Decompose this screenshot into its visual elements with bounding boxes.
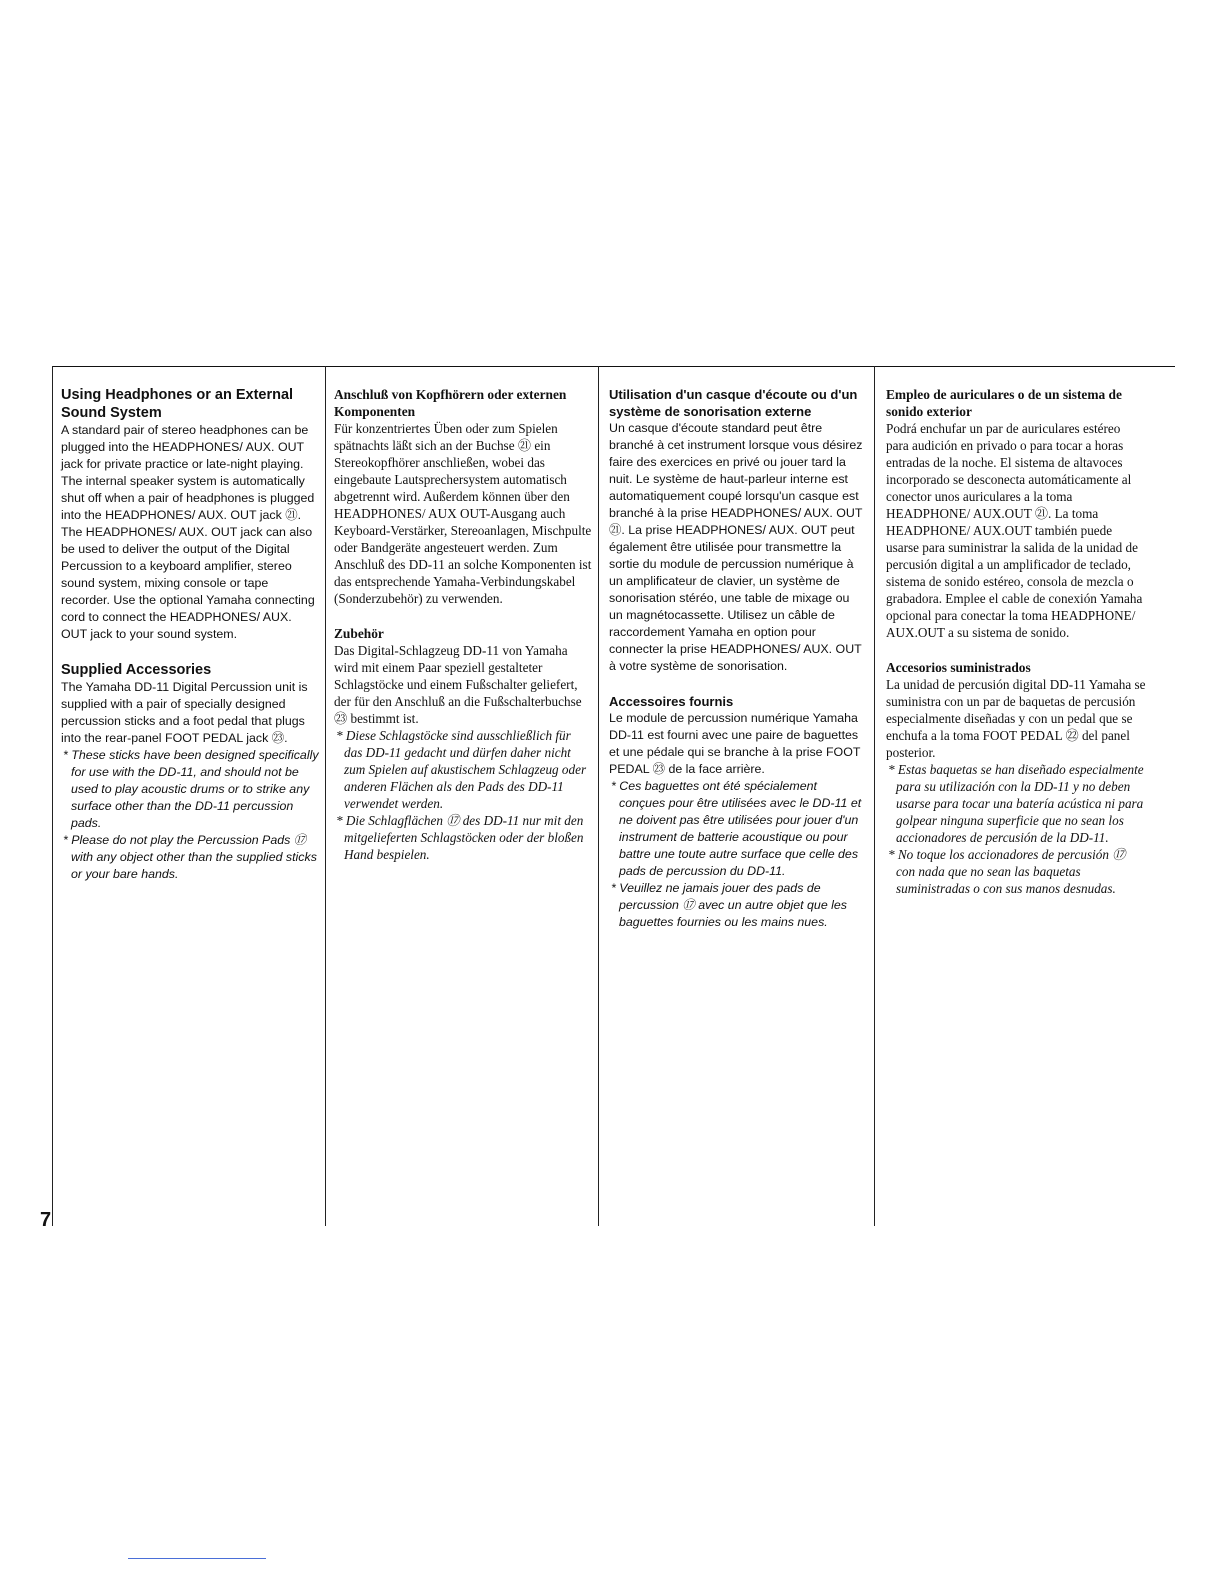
note: * Ces baguettes ont été spécialement conçues pour être utilisées avec le DD-11 et ne doivent pas être utilisées pour jouer d'un instrument de batterie acoustique ou pour battre une toute autre surface que celle des pads de percussion du DD-11.: [611, 779, 862, 878]
section-heading: Utilisation d'un casque d'écoute ou d'un système de sonorisation externe: [609, 387, 858, 419]
note: * Estas baquetas se han diseñado especialmente para su utilización con la DD-11 y no deben usarse para tocar una batería acústica ni para golpear ninguna superficie que no sean los accionadores de percusión de la DD-11.: [888, 762, 1144, 845]
section-heading: Empleo de auriculares o de un sistema de sonido exterior: [886, 387, 1122, 419]
section-body: Podrá enchufar un par de auriculares estéreo para audición en privado o para tocar a horas entradas de la noche. El sistema de altavoces incorporado se desconecta automáticamente al conector unos auriculares a la toma HEADPHONE/ AUX.OUT ㉑. La toma HEADPHONE/ AUX.OUT también puede usarse para suministrar la salida de la unidad de percusión digital a un amplificador de teclado, sistema de sonido estéreo, consola de mezcla o grabadora. Emplee el cable de conexión Yamaha opcional para conectar la toma HEADPHONE/ AUX.OUT a su sistema de sonido.: [886, 421, 1143, 640]
note: * Diese Schlagstöcke sind ausschließlich für das DD-11 gedacht und dürfen daher nicht zum Spielen auf akustischem Schlagzeug oder anderen Flächen als den Pads des DD-11 verwendet werden.: [336, 728, 587, 811]
section-body: Le module de percussion numérique Yamaha DD-11 est fourni avec une paire de baguettes et une pédale qui se branche à la prise FOOT PEDAL ㉓ de la face arrière.: [609, 711, 861, 776]
column-german: [334, 386, 592, 863]
section-body: Un casque d'écoute standard peut être branché à cet instrument lorsque vous désirez faire des exercices en privé ou jouer tard la nuit. Le système de haut-parleur interne est automatiquement coupé lorsqu'un casque est branché à la prise HEADPHONES/ AUX. OUT ㉑. La prise HEADPHONES/ AUX. OUT peut également être utilisée pour transmettre la sortie du module de percussion numérique à un amplificateur de clavier, un système de sonorisation stéréo, une table de mixage ou un magnétocassette. Utilisez un câble de raccordement Yamaha en option pour connecter la prise HEADPHONES/ AUX. OUT à votre système de sonorisation.: [609, 421, 863, 673]
section-heading: Accesorios suministrados: [886, 660, 1031, 675]
section-body: A standard pair of stereo headphones can be plugged into the HEADPHONES/ AUX. OUT jack for private practice or late-night playing. The internal speaker system is automatically shut off when a pair of headphones is plugged into the HEADPHONES/ AUX. OUT jack ㉑. The HEADPHONES/ AUX. OUT jack can also be used to deliver the output of the Digital Percussion to a keyboard amplifier, stereo sound system, mixing console or tape recorder. Use the optional Yamaha connecting cord to connect the HEADPHONES/ AUX. OUT jack to your sound system.: [61, 423, 315, 641]
column-english: [61, 386, 319, 883]
page-number: 7: [40, 1209, 52, 1231]
section-heading: Anschluß von Kopfhörern oder externen Komponenten: [334, 387, 567, 419]
column-spanish: [886, 386, 1146, 897]
section-heading: Supplied Accessories: [61, 662, 212, 678]
section-body: Für konzentriertes Üben oder zum Spielen spätnachts läßt sich an der Buchse ㉑ ein Stereokopfhörer anschließen, wobei das eingebaute Lautsprechersystem automatisch abgetrennt wird. Außerdem können über den HEADPHONES/ AUX OUT-Ausgang auch Keyboard-Verstärker, Stereoanlagen, Mischpulte oder Bandgeräte angesteuert werden. Zum Anschluß des DD-11 an solche Komponenten ist das entsprechende Yamaha-Verbindungskabel (Sonderzubehör) zu verwenden.: [334, 421, 592, 606]
section-heading: Accessoires fournis: [609, 694, 734, 709]
section-body: La unidad de percusión digital DD-11 Yamaha se suministra con un par de baquetas de percusión especialmente diseñadas y con un pedal que se enchufa a la toma FOOT PEDAL ㉒ del panel posterior.: [886, 677, 1146, 760]
section-body: Das Digital-Schlagzeug DD-11 von Yamaha wird mit einem Paar speziell gestalteter Schlagstöcke und einem Fußschalter geliefert, der für den Anschluß an die Fußschalterbuchse ㉓ bestimmt ist.: [334, 643, 582, 726]
column-divider-left-edge: [52, 366, 53, 1226]
top-rule: [52, 366, 1175, 367]
section-body: The Yamaha DD-11 Digital Percussion unit is supplied with a pair of specially designed percussion sticks and a foot pedal that plugs into the rear-panel FOOT PEDAL jack ㉓.: [61, 680, 308, 745]
note: * No toque los accionadores de percusión ⑰ con nada que no sean las baquetas suministradas o con sus manos desnudas.: [888, 847, 1126, 896]
column-french: [609, 386, 865, 931]
column-divider-2: [598, 366, 599, 1226]
note: * These sticks have been designed specifically for use with the DD-11, and should not be used to play acoustic drums or to strike any surface other than the DD-11 percussion pads.: [63, 748, 319, 830]
note: * Please do not play the Percussion Pads ⑰ with any object other than the supplied sticks or your bare hands.: [63, 833, 317, 881]
column-divider-1: [325, 366, 326, 1226]
note: * Veuillez ne jamais jouer des pads de percussion ⑰ avec un autre objet que les baguettes fournies ou les mains nues.: [611, 881, 847, 929]
note: * Die Schlagflächen ⑰ des DD-11 nur mit den mitgelieferten Schlagstöcken oder der bloßen Hand bespielen.: [336, 813, 584, 862]
link-underline: [128, 1558, 266, 1559]
column-divider-3: [874, 366, 875, 1226]
section-heading: Zubehör: [334, 626, 384, 641]
section-heading: Using Headphones or an External Sound System: [61, 387, 294, 421]
